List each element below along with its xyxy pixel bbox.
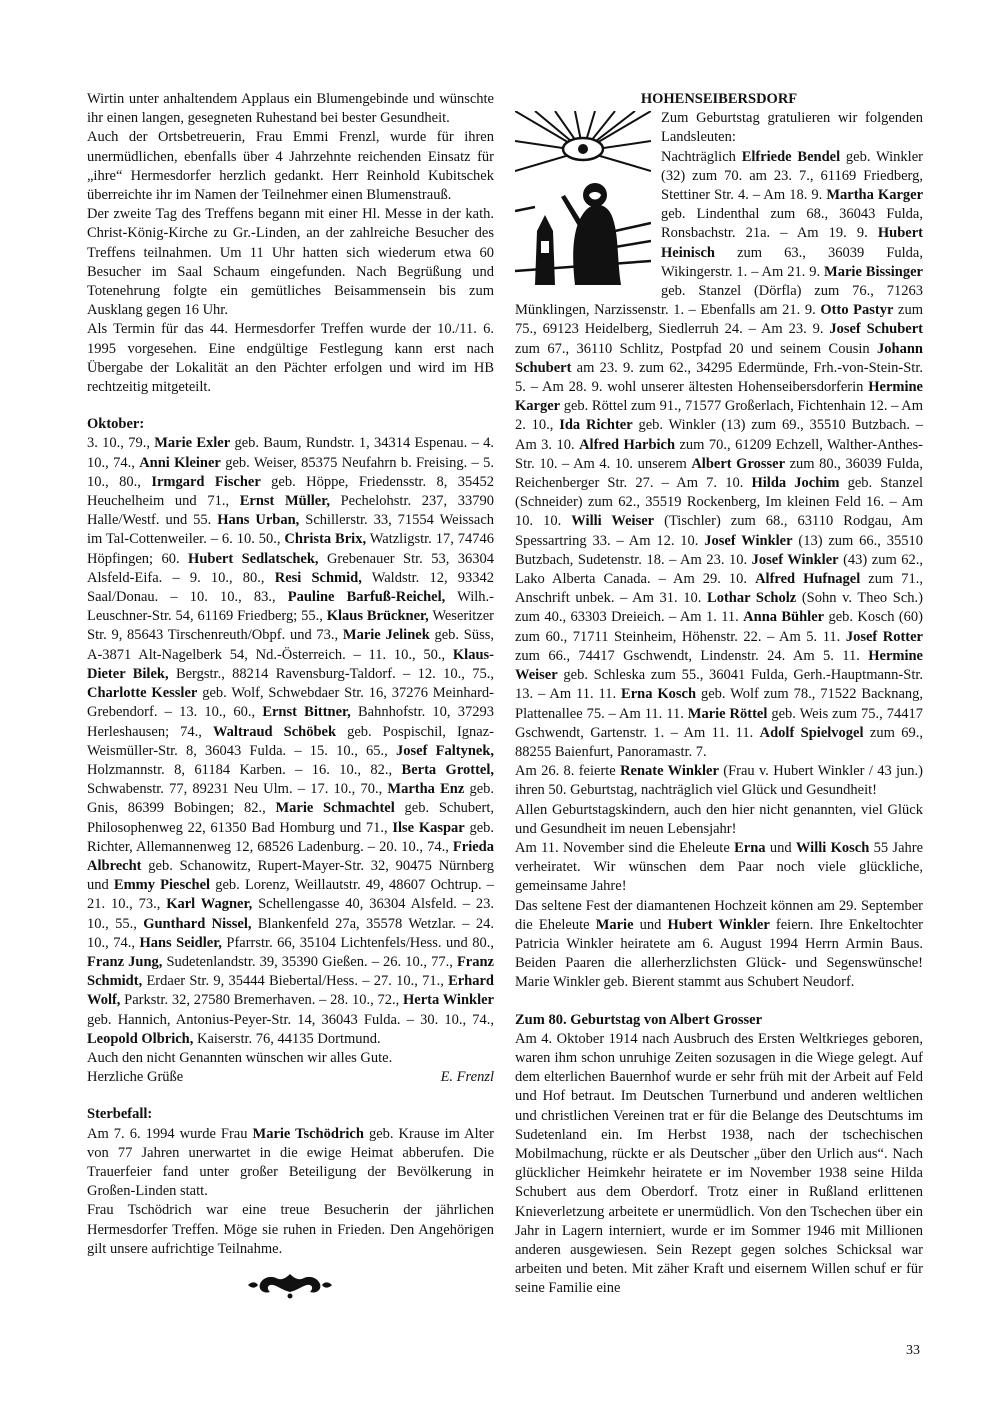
person-name: Franz Schmidt, <box>87 953 494 990</box>
paragraph <box>515 839 923 897</box>
paragraph <box>87 1049 494 1068</box>
person-name: Gunthard Nissel, <box>143 915 252 932</box>
person-name: Marie Jelinek <box>342 627 430 644</box>
text-run: zum 75., 69123 Heidelberg, Siedlerruh 24. – Am 23. 9. <box>515 302 924 338</box>
paragraph <box>87 434 494 1049</box>
paragraph <box>87 128 494 205</box>
text-run: Auch den nicht Genannten wünschen wir alles Gute. <box>87 1049 393 1066</box>
person-name: Albert Grosser <box>691 455 786 472</box>
text-run: geb. Röttel zum 91., 71577 Großerlach, Fichtenhain 12. – Am 2. 10., <box>515 398 923 434</box>
grosser-article <box>515 1030 923 1299</box>
ornament-icon <box>240 1270 340 1300</box>
text-run: Sudetenlandstr. 39, 35390 Gießen. – 26. 10., 77., <box>162 953 457 970</box>
person-name: Resi Schmid, <box>274 569 362 586</box>
text-run: geb. Winkler (32) zum 70. am 23. 7., 61169 Friedberg, Stettiner Str. 4. – Am 18. 9. <box>661 148 923 204</box>
person-name: Ida Richter <box>559 417 633 434</box>
text-run: (43) zum 62., Lako Alberta Canada. – Am 29. 10. <box>515 551 923 588</box>
person-name: Ernst Müller, <box>239 493 330 510</box>
paragraph <box>87 320 494 397</box>
person-name: Josef Schubert <box>829 321 923 338</box>
person-name: Hubert Sedlatschek, <box>188 550 319 567</box>
person-name: Hubert Heinisch <box>661 225 923 261</box>
text-run: Blankenfeld 27a, 35578 Wetzlar. – 24. 10., 74., <box>87 915 494 951</box>
person-name: Erhard Wolf, <box>87 973 494 1009</box>
text-run: Bergstr., 88214 Ravensburg-Taldorf. – 12. 10., 75., <box>168 665 495 682</box>
person-name: Josef Faltynek, <box>396 742 495 759</box>
person-name: Willi Kosch <box>795 839 870 856</box>
text-run: Weseritzer Str. 9, 85643 Tirschenreuth/Obpf. und 73., <box>87 608 494 644</box>
text-run: 55 Jahre verheiratet. Wir wünschen dem Paar noch viele glückliche, gemeinsame Jahre! <box>515 839 924 895</box>
text-run: geb. Weiser, 85375 Neufahrn b. Freising. – 5. 10., 80., <box>87 454 494 490</box>
text-run: Bahnhofstr. 10, 37293 Herleshausen; 74., <box>87 704 494 740</box>
text-run: Wilh.-Leuschner-Str. 54, 61169 Friedberg; 55., <box>87 589 494 625</box>
person-name: Josef Rotter <box>845 628 923 645</box>
person-name: Hans Urban, <box>217 512 300 529</box>
text-run: geb. Winkler (13) zum 69., 35510 Butzbach. – Am 3. 10. <box>515 417 923 453</box>
text-run: Grebenauer Str. 53, 36304 Alsfeld-Eifa. – 9. 10., 80., <box>87 550 495 586</box>
person-name: Hubert Winkler <box>667 916 770 933</box>
sterbefall-text <box>87 1125 494 1259</box>
person-name: Martha Enz <box>387 781 465 798</box>
text-run: geb. Pospischil, Ignaz-Weismüller-Str. 8, 36043 Fulda. – 15. 10., 65., <box>87 723 495 759</box>
text-run: Wirtin unter anhaltendem Applaus ein Blumengebinde und wünschte ihr einen langen, gesegneten Ruhestand bei bester Gesundheit. <box>87 91 494 127</box>
person-name: Marie Tschödrich <box>252 1125 364 1142</box>
text-run: (Sohn v. Theo Sch.) zum 40., 63303 Dreieich. – Am 1. 11. <box>515 590 923 626</box>
text-run: geb. Wolf zum 78., 71522 Backnang, Plattenallee 75. – Am 11. 11. <box>515 686 924 722</box>
intro-text <box>87 90 494 397</box>
text-run: Schellengasse 40, 36304 Alsfeld. – 23. 10., 55., <box>87 896 494 932</box>
text-run: und <box>633 916 668 933</box>
person-name: Hermine Weiser <box>515 647 923 684</box>
person-name: Pauline Barfuß-Reichel, <box>287 589 446 606</box>
text-run: zum 67., 36110 Schlitz, Postpfad 20 und seinem Cousin <box>515 340 878 357</box>
paragraph <box>515 801 923 839</box>
oktober-birthday-list <box>87 434 494 1068</box>
person-name: Lothar Scholz <box>707 590 797 607</box>
person-name: Marie Exler <box>154 435 231 452</box>
text-run: Schwabenstr. 77, 89231 Neu Ulm. – 17. 10., 70., <box>87 781 388 798</box>
signature: E. Frenzl <box>440 1069 494 1086</box>
text-run: geb. Höppe, Friedensstr. 8, 35452 Heuchelheim und 71., <box>87 473 495 510</box>
text-run: geb. Kosch (60) zum 60., 71711 Steinheim, Höhenstr. 22. – Am 5. 11. <box>515 609 923 645</box>
person-name: Willi Weiser <box>571 513 655 530</box>
person-name: Berta Grottel, <box>401 761 494 778</box>
page-number: 33 <box>906 1343 920 1358</box>
text-run: Waldstr. 12, 93342 Saal/Donau. – 10. 10., 83., <box>87 569 494 606</box>
paragraph <box>515 1030 923 1299</box>
person-name: Erna Kosch <box>621 686 697 703</box>
text-run: Parkstr. 32, 27580 Bremerhaven. – 28. 10., 72., <box>120 992 403 1009</box>
text-run: zum 69., 88255 Baienfurt, Panoramastr. 7. <box>515 724 923 760</box>
text-run: geb. Süss, A-3871 Alt-Nagelberk 54, Nd.-Österreich. – 11. 10., 50., <box>87 627 494 663</box>
person-name: Adolf Spielvogel <box>759 724 864 741</box>
sterbefall-heading: Sterbefall: <box>87 1106 153 1123</box>
text-run: feiern. Ihre Enkeltochter Patricia Winkler heiratete am 6. August 1994 Herrn Armin Baus. Beiden Paaren die allerherzlichsten Glück- und Segenswünsche! Marie Winkler geb. Bierent stammt aus Schubert Neudorf. <box>515 916 924 991</box>
text-run: zum 80., 36039 Fulda, Reichenberger Str. 27. – Am 7. 10. <box>515 455 923 492</box>
person-name: Ernst Bittner, <box>262 704 351 721</box>
right-column <box>515 90 923 1299</box>
person-name: Otto Pastyr <box>820 302 894 319</box>
person-name: Renate Winkler <box>620 763 719 780</box>
paragraph <box>87 90 494 128</box>
text-run: geb. Schleska zum 55., 36041 Fulda, Gerh.-Hauptmann-Str. 13. – Am 11. 11. <box>515 667 923 703</box>
text-run: Das seltene Fest der diamantenen Hochzeit können am 29. September die Eheleute <box>515 897 923 933</box>
text-run: und <box>765 839 796 856</box>
person-name: Leopold Olbrich, <box>87 1030 194 1047</box>
text-run: Zum Geburtstag gratulieren wir folgenden Landsleuten: <box>661 110 923 146</box>
person-name: Ilse Kaspar <box>392 819 465 836</box>
text-run: geb. Lorenz, Weillautstr. 49, 48607 Ochtrup. – 21. 10., 73., <box>87 877 494 913</box>
text-run: am 23. 9. zum 62., 34295 Edermünde, Frh.-von-Stein-Str. 5. – Am 28. 9. wohl unserer ältesten Hohenseibersdorferin <box>515 359 923 396</box>
text-run: Pechelohstr. 237, 33790 Halle/Westf. und 55. <box>87 493 494 529</box>
text-run: zum 71., Anschrift unbek. – Am 31. 10. <box>515 571 924 607</box>
text-run: geb. Baum, Rundstr. 1, 34314 Espenau. – 4. 10., 74., <box>87 435 494 471</box>
person-name: Waltraud Schöbek <box>212 723 337 740</box>
text-run: geb. Krause im Alter von 77 Jahren unerwartet in die ewige Heimat abberufen. Die Trauerfeier fand unter großer Beteiligung der Bevölkerung in Großen-Linden statt. <box>87 1125 494 1200</box>
text-run: geb. Stanzel (Dörfla) zum 76., 71263 Münklingen, Narzissenstr. 1. – Ebenfalls am 21. 9. <box>515 283 923 319</box>
text-run: Nachträglich <box>661 148 742 165</box>
grosser-heading: Zum 80. Geburtstag von Albert Grosser <box>515 1011 763 1028</box>
text-run: Watzligstr. 17, 74746 Höpfingen; 60. <box>87 531 495 567</box>
paragraph <box>87 205 494 320</box>
text-run: 3. 10., 79., <box>87 435 155 452</box>
person-name: Klaus-Dieter Bilek, <box>87 646 494 682</box>
text-run: geb. Weis zum 75., 74417 Gschwendt, Gartenstr. 1. – Am 11. 11. <box>515 705 923 741</box>
text-run: geb. Wolf, Schwebdaer Str. 16, 37276 Meinhard-Grebendorf. – 13. 10., 60., <box>87 685 494 721</box>
person-name: Marie Röttel <box>687 705 768 722</box>
text-run: Kaiserstr. 76, 44135 Dortmund. <box>193 1030 381 1047</box>
person-name: Hans Seidler, <box>139 934 222 951</box>
person-name: Marie <box>595 916 634 933</box>
person-name: Anna Bühler <box>743 609 825 626</box>
person-name: Franz Jung, <box>87 953 163 970</box>
text-run: geb. Schanowitz, Rupert-Mayer-Str. 32, 90475 Nürnberg und <box>87 857 494 894</box>
paragraph <box>87 1125 494 1202</box>
text-run: Allen Geburtstagskindern, auch den hier nicht genannten, viel Glück und Gesundheit im neuen Lebensjahr! <box>515 801 923 837</box>
text-run: Der zweite Tag des Treffens begann mit einer Hl. Messe in der kath. Christ-König-Kirche zu Gr.-Linden, an der zahlreiche Besucher des Treffens teilnahmen. Um 11 Uhr hatten sich wiederum etwa 60 Besucher im Saal Schaum eingefunden. Nach Begrüßung und Totenehrung folgte ein gemütliches Beisammensein bis zum Ausklang gegen 16 Uhr. <box>87 206 494 319</box>
text-run: geb. Schubert, Philosophenweg 22, 61350 Bad Homburg und 71., <box>87 800 494 836</box>
person-name: Josef Winkler <box>751 551 839 568</box>
saint-woodcut-icon <box>515 111 651 285</box>
text-run: (Tischler) zum 68., 63110 Rodgau, Am Spessartring 33. – Am 12. 10. <box>515 513 923 549</box>
person-name: Erna <box>734 839 766 856</box>
person-name: Martha Karger <box>826 187 923 204</box>
text-run: zum 66., 74417 Gschwendt, Lindenstr. 24. Am 5. 11. <box>515 647 869 664</box>
person-name: Emmy Pieschel <box>113 877 211 894</box>
section-heading-hohenseibersdorf: HOHENSEIBERSDORF <box>640 91 798 107</box>
oktober-heading: Oktober: <box>87 416 145 433</box>
paragraph <box>515 897 923 993</box>
paragraph <box>515 762 923 800</box>
text-run: Am 11. November sind die Eheleute <box>515 839 735 856</box>
person-name: Johann Schubert <box>515 340 923 376</box>
left-column <box>87 90 494 1259</box>
person-name: Charlotte Kessler <box>87 685 198 702</box>
text-run: Schillerstr. 33, 71554 Weissach im Tal-Cottenweiler. – 6. 10. 50., <box>87 512 495 548</box>
person-name: Marie Schmachtel <box>275 800 395 817</box>
text-run: Am 4. Oktober 1914 nach Ausbruch des Ersten Weltkrieges geboren, waren ihm schon unruhige Zeiten sozusagen in die Wiege gelegt. Auf dem elterlichen Bauernhof wurde er sehr früh mit der Arbeit auf Feld und Hof betraut. Im Deutschen Turnerbund und anderen weltlichen und christlichen Vereinen trat er für die Belange des Deutschtums im Sudetenland ein. Im Herbst 1938, nach der tschechischen Mobilmachung, rückte er als Deutscher „über den Urlich aus“. Nach glücklicher Heimkehr heiratete er im November 1938 seine Hilda Schubert aus dem Oberdorf. Trotz einer in Rußland erlittenen Knieverletzung arbeitete er unermüdlich. Von den Tschechen über ein Jahr in Lagern interniert, wurde er im Sommer 1946 mit Millionen anderen ausgewiesen. Sein Rezept gegen solches Schicksal war arbeiten und beten. Mit zäher Kraft und eisernem Willen schuf er für seine Familie eine <box>515 1030 923 1297</box>
text-run: Erdaer Str. 9, 35444 Biebertal/Hess. – 27. 10., 71., <box>142 973 449 990</box>
person-name: Marie Bissinger <box>824 263 923 280</box>
person-name: Josef Winkler <box>704 532 793 549</box>
person-name: Frieda Albrecht <box>87 838 494 874</box>
text-run: Als Termin für das 44. Hermesdorfer Treffen wurde der 10./11. 6. 1995 vorgesehen. Eine endgültige Festlegung kann erst nach Übergabe der Lokalität an den Pächter erfolgen und wird im HB rechtzeitig mitgeteilt. <box>87 321 494 396</box>
text-run: Frau Tschödrich war eine treue Besucherin der jährlichen Hermesdorfer Treffen. Möge sie ruhen in Frieden. Den Angehörigen gilt unsere aufrichtige Teilnahme. <box>87 1202 494 1257</box>
text-run: geb. Hannich, Antonius-Peyer-Str. 14, 36043 Fulda. – 30. 10., 74., <box>87 1011 494 1028</box>
person-name: Irmgard Fischer <box>151 473 261 490</box>
signature-line <box>87 1068 494 1087</box>
greeting: Herzliche Grüße <box>87 1069 184 1086</box>
text-run: zum 63., 36039 Fulda, Wikingerstr. 1. – Am 21. 9. <box>661 244 923 280</box>
person-name: Alfred Harbich <box>579 436 676 453</box>
person-name: Hilda Jochim <box>751 475 840 492</box>
text-run: (13) zum 66., 35510 Butzbach, Sudetenstr. 18. – Am 23. 10. <box>515 532 923 568</box>
person-name: Anni Kleiner <box>139 454 221 471</box>
text-run: Auch der Ortsbetreuerin, Frau Emmi Frenzl, wurde für ihren unermüdlichen, ebenfalls über 4 Jahrzehnte reichenden Einsatz für „ihre“ Hermesdorfer herzlich gedankt. Herr Reinhold Kubitschek überreichte ihr im Namen der Teilnehmer einen Blumenstrauß. <box>87 129 494 204</box>
person-name: Christa Brix, <box>284 531 367 548</box>
person-name: Karl Wagner, <box>166 896 253 913</box>
text-run: Am 7. 6. 1994 wurde Frau <box>87 1125 253 1142</box>
person-name: Herta Winkler <box>402 992 494 1009</box>
person-name: Hermine Karger <box>515 379 923 415</box>
text-run: geb. Gnis, 86399 Bobingen; 82., <box>87 781 495 817</box>
text-run: zum 70., 61209 Echzell, Walther-Anthes-Str. 10. – Am 4. 10. unserem <box>515 436 924 472</box>
text-run: Am 26. 8. feierte <box>515 763 621 780</box>
text-run: Holzmannstr. 8, 61184 Karben. – 16. 10., 82., <box>87 761 402 778</box>
text-run: Pfarrstr. 66, 35104 Lichtenfels/Hess. und 80., <box>221 934 494 951</box>
person-name: Klaus Brückner, <box>326 608 429 625</box>
text-run: geb. Richter, Allemannenweg 12, 68526 Ladenburg. – 20. 10., 74., <box>87 819 495 855</box>
person-name: Elfriede Bendel <box>741 148 841 165</box>
text-run: geb. Stanzel (Schneider) zum 62., 35519 Rockenberg, Im kleinen Feld 16. – Am 10. 10. <box>515 475 923 530</box>
text-run: (Frau v. Hubert Winkler / 43 jun.) ihren 50. Geburtstag, nachträglich viel Glück und Gesundheit! <box>515 763 923 799</box>
paragraph <box>87 1201 494 1259</box>
person-name: Alfred Hufnagel <box>755 571 861 588</box>
text-run: geb. Lindenthal zum 68., 36043 Fulda, Ronsbachstr. 21a. – Am 19. 9. <box>661 206 923 242</box>
